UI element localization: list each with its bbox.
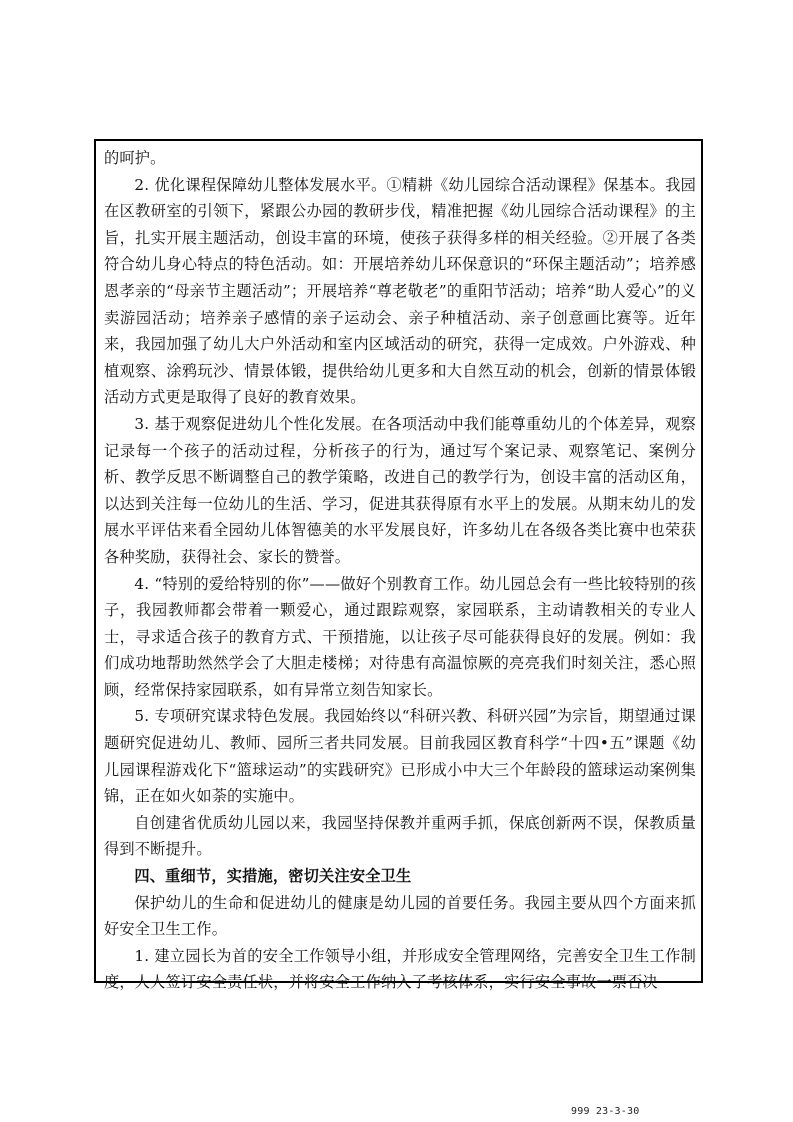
paragraph-continuation: 的呵护。 (104, 149, 166, 167)
paragraph-curriculum: 2. 优化课程保障幼儿整体发展水平。①精耕《幼儿园综合活动课程》保基本。我园在区教研室的引领下，紧跟公办园的教研步伐，精准把握《幼儿园综合活动课程》的主旨，扎实开展主题活动，创设丰富的环境，使孩子获得多样的相关经验。②开展了各类符合幼儿身心特点的特色活动。如：开展培养幼儿环保意识的“环保主题活动”；培养感恩孝亲的“母亲节主题活动”；开展培养“尊老敬老”的重阳节活动；培养“助人爱心”的义卖游园活动；培养亲子感情的亲子运动会、亲子种植活动、亲子创意画比赛等。近年来，我园加强了幼儿大户外活动和室内区域活动的研究，获得一定成效。户外游戏、种植观察、涂鸦玩沙、情景体锻，提供给幼儿更多和大自然互动的机会，创新的情景体锻活动方式更是取得了良好的教育效果。 (104, 175, 696, 407)
section-heading-safety: 四、重细节，实措施，密切关注安全卫生 (134, 867, 412, 886)
paragraph-research: 5. 专项研究谋求特色发展。我园始终以“科研兴教、科研兴园”为宗旨，期望通过课题研究促进幼儿、教师、园所三者共同发展。目前我园区教育科学“十四•五”课题《幼儿园课程游戏化下“篮球运动”的实践研究》已形成小中大三个年龄段的篮球运动案例集锦，正在如火如荼的实施中。 (104, 707, 696, 806)
paragraph-observation: 3. 基于观察促进幼儿个性化发展。在各项活动中我们能尊重幼儿的个体差异，观察记录每一个孩子的活动过程，分析孩子的行为，通过写个案记录、观察笔记、案例分析、教学反思不断调整自己的教学策略，改进自己的教学行为，创设丰富的活动区角，以达到关注每一位幼儿的生活、学习，促进其获得原有水平上的发展。从期末幼儿的发展水平评估来看全园幼儿体智德美的水平发展良好，许多幼儿在各级各类比赛中也荣获各种奖励，获得社会、家长的赞誉。 (104, 414, 696, 566)
paragraph-safety-leadership: 1. 建立园长为首的安全工作领导小组，并形成安全管理网络，完善安全卫生工作制度，人人签订安全责任状，并将安全工作纳入了考核体系，实行安全事故一票否决 (104, 946, 696, 992)
paragraph-summary: 自创建省优质幼儿园以来，我园坚持保教并重两手抓，保底创新两不误，保教质量得到不断提升。 (104, 813, 696, 859)
paragraph-safety-intro: 保护幼儿的生命和促进幼儿的健康是幼儿园的首要任务。我园主要从四个方面来抓好安全卫生工作。 (104, 893, 696, 939)
document-body (104, 145, 696, 996)
footer-stamp: 999 23-3-30 (571, 1106, 640, 1117)
paragraph-individual-education: 4. “特别的爱给特别的你”——做好个别教育工作。幼儿园总会有一些比较特别的孩子，我园教师都会带着一颗爱心，通过跟踪观察，家园联系，主动请教相关的专业人士，寻求适合孩子的教育方式、干预措施，以让孩子尽可能获得良好的发展。例如：我们成功地帮助然然学会了大胆走楼梯；对待患有高温惊厥的亮亮我们时刻关注，悉心照顾，经常保持家园联系，如有异常立刻告知家长。 (104, 574, 696, 699)
